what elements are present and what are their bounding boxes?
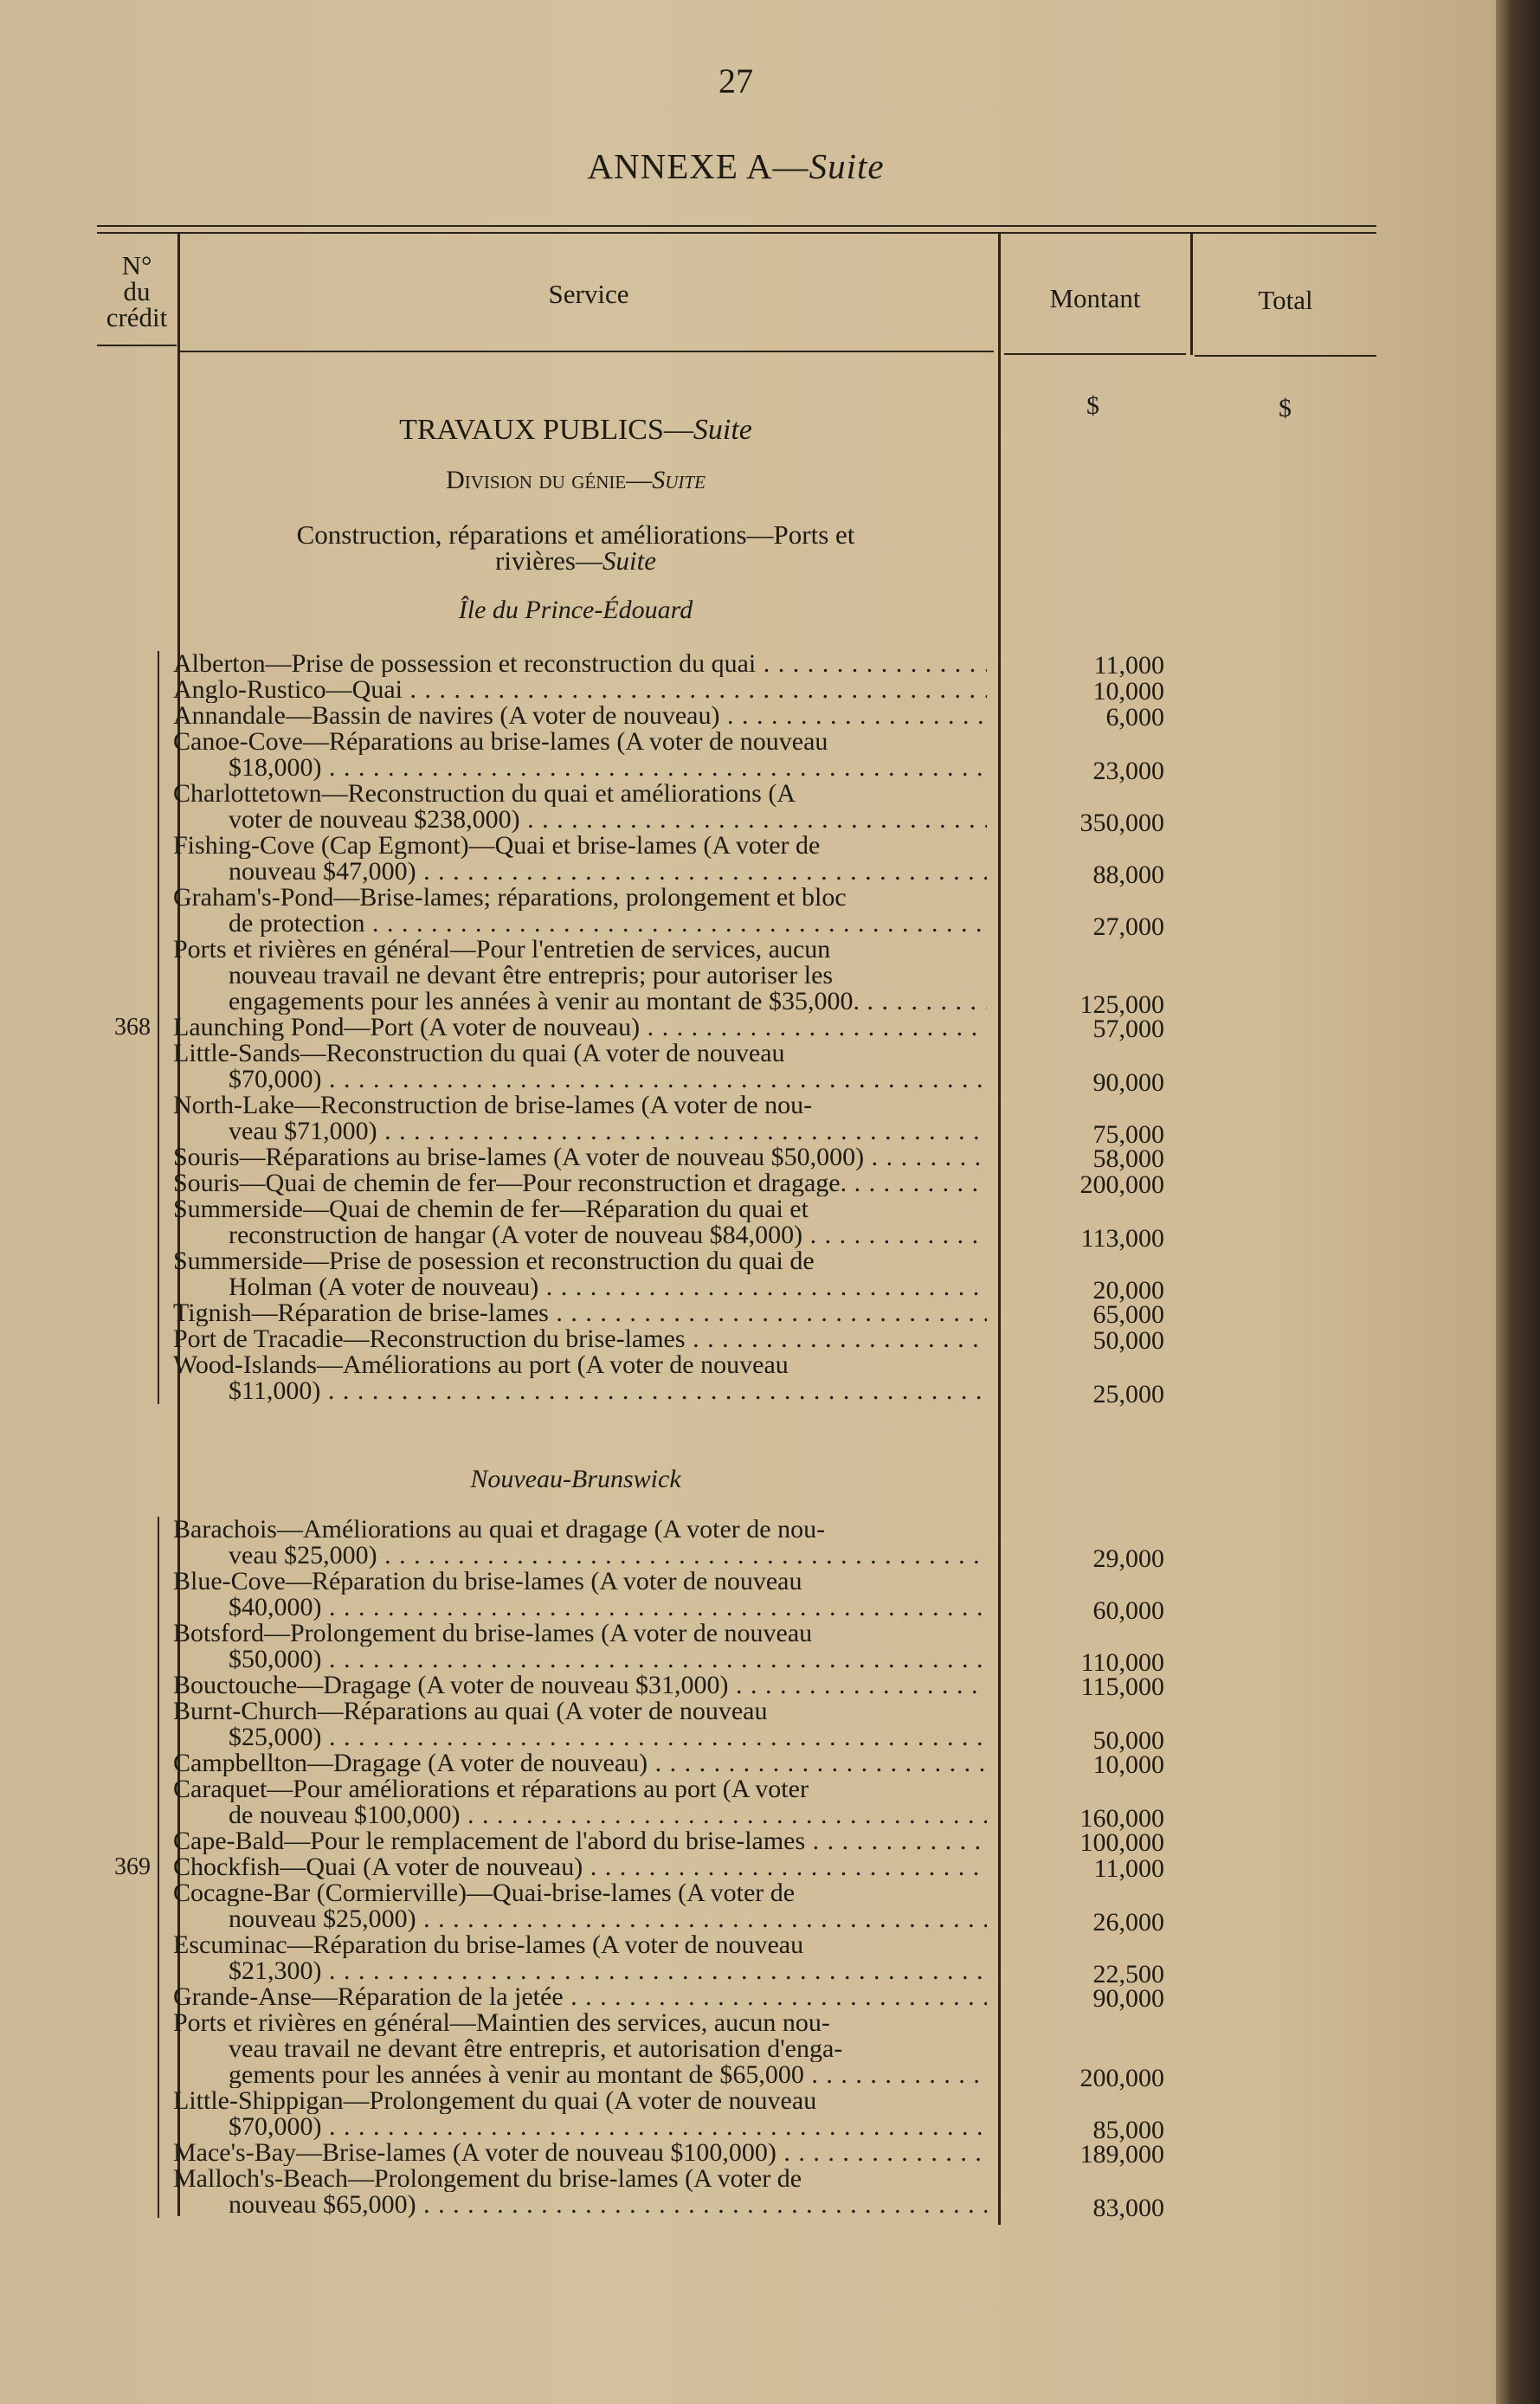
line-item-text: $11,000) . . . <box>173 1378 987 1404</box>
line-item-text: $40,000) . . . <box>173 1595 987 1621</box>
line-item-text: Ports et rivières en général—Maintien des services, aucun nou- <box>173 2010 830 2036</box>
line-item-amount: 125,000 <box>1079 990 1164 1019</box>
section-title: Île du Prince-Édouard <box>458 596 693 624</box>
division-heading: Division du génie—Suite <box>446 466 706 494</box>
column-divider-service <box>998 234 1001 2225</box>
line-item <box>173 937 987 1015</box>
page-number: 27 <box>718 61 753 100</box>
line-item-text: Summerside—Prise de posession et reconstruction du quai de <box>173 1248 815 1274</box>
line-item <box>173 1170 987 1196</box>
line-item-amount: 10,000 <box>1092 1750 1164 1779</box>
line-item-text: Little-Sands—Reconstruction du quai (A voter de nouveau <box>173 1041 785 1067</box>
amount-currency: $ <box>1086 391 1099 420</box>
line-item-amount: 29,000 <box>1092 1544 1164 1573</box>
credit-number: 369 <box>114 1853 151 1880</box>
line-item-text: veau travail ne devant être entrepris, et autorisation d'enga- <box>229 2036 843 2062</box>
line-item <box>173 1698 987 1750</box>
line-item-amount: 11,000 <box>1093 1854 1164 1883</box>
top-rule <box>97 225 1376 227</box>
line-item-text: $50,000) . . . <box>173 1647 987 1672</box>
line-item-text: Tignish—Réparation de brise-lames . . . <box>173 1300 987 1326</box>
line-item-text: Alberton—Prise de possession et reconstruction du quai . . . <box>173 651 987 677</box>
line-item-text: de protection . . . <box>173 911 987 937</box>
line-item <box>173 1854 987 1880</box>
annex-title: ANNEXE A—Suite <box>587 146 885 186</box>
line-item-text: Souris—Réparations au brise-lames (A voter de nouveau $50,000) . . . <box>173 1144 987 1170</box>
line-item <box>173 2088 987 2140</box>
line-item-text: Campbellton—Dragage (A voter de nouveau) . . . <box>173 1750 987 1776</box>
line-item-text: nouveau travail ne devant être entrepris; pour autoriser les <box>229 963 834 989</box>
construction-heading: Construction, réparations et améliorations—Ports et rivières—Suite <box>296 519 855 576</box>
line-item-text: $70,000) . . . <box>173 1067 987 1092</box>
line-item <box>173 729 987 781</box>
line-item-amount: 10,000 <box>1092 677 1164 706</box>
line-item-amount: 115,000 <box>1080 1672 1164 1701</box>
line-item <box>173 1326 987 1352</box>
line-item <box>173 2010 987 2088</box>
line-item-text: Canoe-Cove—Réparations au brise-lames (A voter de nouveau <box>173 729 828 755</box>
line-item-text: Little-Shippigan—Prolongement du quai (A voter de nouveau <box>173 2088 817 2114</box>
line-item-text: $18,000) . . . <box>173 755 987 781</box>
line-item-text: Cape-Bald—Pour le remplacement de l'abord du brise-lames . . . <box>173 1828 987 1854</box>
line-item-amount: 83,000 <box>1092 2194 1164 2222</box>
line-item-text: Annandale—Bassin de navires (A voter de nouveau) . . . <box>173 703 987 729</box>
line-item <box>173 1932 987 1984</box>
line-item-amount: 20,000 <box>1092 1276 1164 1305</box>
column-divider-amount <box>1190 234 1193 355</box>
line-item-text: veau $25,000) . . . <box>173 1543 987 1569</box>
line-item <box>173 677 987 703</box>
service-column-header: Service <box>548 279 629 309</box>
line-item <box>173 2140 987 2166</box>
line-item-text: Bouctouche—Dragage (A voter de nouveau $31,000) . . . <box>173 1672 987 1698</box>
line-item-text: Barachois—Améliorations au quai et dragage (A voter de nou- <box>173 1517 826 1543</box>
line-item-amount: 85,000 <box>1092 2116 1164 2144</box>
line-item-text: engagements pour les années à venir au montant de $35,000. . . . <box>173 989 987 1015</box>
line-item <box>173 1984 987 2010</box>
line-item-amount: 25,000 <box>1092 1380 1164 1408</box>
line-item-text: nouveau $65,000) . . . <box>173 2192 987 2218</box>
line-item-amount: 189,000 <box>1079 2140 1164 2169</box>
book-spine-edge <box>1496 0 1540 2404</box>
line-item-text: Charlottetown—Reconstruction du quai et améliorations (A <box>173 781 796 807</box>
total-currency: $ <box>1279 394 1292 422</box>
line-item <box>173 1300 987 1326</box>
line-item-amount: 22,500 <box>1092 1960 1164 1988</box>
line-item-amount: 75,000 <box>1092 1120 1164 1149</box>
line-item-amount: 113,000 <box>1080 1224 1164 1253</box>
line-item-text: nouveau $25,000) . . . <box>173 1906 987 1932</box>
line-item-text: reconstruction de hangar (A voter de nouveau $84,000) . . . <box>173 1222 987 1248</box>
line-item <box>173 1672 987 1698</box>
line-item-text: Launching Pond—Port (A voter de nouveau) . . . <box>173 1015 987 1041</box>
header-rule-service <box>180 351 994 352</box>
line-item-text: Blue-Cove—Réparation du brise-lames (A voter de nouveau <box>173 1569 802 1595</box>
line-item-amount: 90,000 <box>1092 1984 1164 2013</box>
line-item-text: Fishing-Cove (Cap Egmont)—Quai et brise-lames (A voter de <box>173 833 821 859</box>
header-rule-total <box>1195 355 1376 357</box>
line-item <box>173 1621 987 1672</box>
line-item <box>173 885 987 937</box>
line-item-text: $25,000) . . . <box>173 1724 987 1750</box>
line-item-text: Grande-Anse—Réparation de la jetée . . . <box>173 1984 987 2010</box>
line-item <box>173 781 987 833</box>
line-item-text: Botsford—Prolongement du brise-lames (A voter de nouveau <box>173 1621 813 1647</box>
line-item-amount: 60,000 <box>1092 1596 1164 1625</box>
line-item <box>173 1248 987 1300</box>
line-item-amount: 200,000 <box>1079 2064 1164 2092</box>
line-item-text: Burnt-Church—Réparations au quai (A voter de nouveau <box>173 1698 768 1724</box>
credit-brace <box>158 651 164 1404</box>
line-item <box>173 1569 987 1621</box>
line-item-text: Souris—Quai de chemin de fer—Pour reconstruction et dragage. . . . <box>173 1170 987 1196</box>
line-item <box>173 1144 987 1170</box>
line-item-text: de nouveau $100,000) . . . <box>173 1802 987 1828</box>
department-heading: TRAVAUX PUBLICS—Suite <box>399 414 752 446</box>
top-rule-double <box>97 232 1376 234</box>
credit-column-header: N° du crédit <box>106 250 168 332</box>
line-item-amount: 57,000 <box>1092 1015 1164 1043</box>
line-item <box>173 833 987 885</box>
line-item <box>173 703 987 729</box>
line-item-amount: 50,000 <box>1092 1326 1164 1355</box>
line-item-amount: 6,000 <box>1105 703 1164 732</box>
line-item <box>173 1880 987 1932</box>
line-item-text: Holman (A voter de nouveau) . . . <box>173 1274 987 1300</box>
amount-column-header: Montant <box>1049 283 1141 313</box>
line-item-text: Summerside—Quai de chemin de fer—Réparation du quai et <box>173 1196 809 1222</box>
line-item-text: gements pour les années à venir au montant de $65,000 . . . <box>173 2062 987 2088</box>
header-rule-amount <box>1004 353 1186 355</box>
line-item <box>173 651 987 677</box>
line-item <box>173 1750 987 1776</box>
line-item <box>173 1352 987 1404</box>
line-item-text: Port de Tracadie—Reconstruction du brise-lames . . . <box>173 1326 987 1352</box>
line-item-text: North-Lake—Reconstruction de brise-lames (A voter de nou- <box>173 1092 813 1118</box>
line-item <box>173 1196 987 1248</box>
credit-brace <box>158 1517 164 2218</box>
line-item-text: Escuminac—Réparation du brise-lames (A voter de nouveau <box>173 1932 804 1958</box>
line-item-amount: 350,000 <box>1079 809 1164 837</box>
line-item-text: $70,000) . . . <box>173 2114 987 2140</box>
line-item <box>173 2166 987 2218</box>
line-item <box>173 1041 987 1092</box>
line-item-text: $21,300) . . . <box>173 1958 987 1984</box>
line-item <box>173 1776 987 1828</box>
line-item-text: Chockfish—Quai (A voter de nouveau) . . . <box>173 1854 987 1880</box>
line-item-amount: 23,000 <box>1092 757 1164 785</box>
line-item-amount: 11,000 <box>1093 651 1164 680</box>
line-item <box>173 1828 987 1854</box>
line-item-text: Caraquet—Pour améliorations et réparations au port (A voter <box>173 1776 809 1802</box>
line-item-text: Cocagne-Bar (Cormierville)—Quai-brise-lames (A voter de <box>173 1880 796 1906</box>
line-item-amount: 200,000 <box>1079 1170 1164 1199</box>
total-column-header: Total <box>1258 285 1313 315</box>
line-item-text: Malloch's-Beach—Prolongement du brise-lames (A voter de <box>173 2166 802 2192</box>
line-item-amount: 110,000 <box>1080 1648 1164 1677</box>
credit-number: 368 <box>114 1014 151 1041</box>
line-item <box>173 1092 987 1144</box>
line-item-text: voter de nouveau $238,000) . . . <box>173 807 987 833</box>
line-item-text: Ports et rivières en général—Pour l'entretien de services, aucun <box>173 937 831 963</box>
line-item-text: veau $71,000) . . . <box>173 1118 987 1144</box>
line-item-amount: 27,000 <box>1092 912 1164 941</box>
line-item-amount: 160,000 <box>1079 1804 1164 1833</box>
line-item-text: Mace's-Bay—Brise-lames (A voter de nouveau $100,000) . . . <box>173 2140 987 2166</box>
line-item-amount: 58,000 <box>1092 1144 1164 1173</box>
line-item-amount: 65,000 <box>1092 1300 1164 1329</box>
line-item-text: Anglo-Rustico—Quai . . . <box>173 677 987 703</box>
line-item-amount: 26,000 <box>1092 1908 1164 1937</box>
line-item-text: Graham's-Pond—Brise-lames; réparations, prolongement et bloc <box>173 885 847 911</box>
line-item <box>173 1517 987 1569</box>
line-item-amount: 88,000 <box>1092 860 1164 889</box>
line-item-amount: 100,000 <box>1079 1828 1164 1857</box>
line-item-amount: 90,000 <box>1092 1068 1164 1097</box>
line-item-text: nouveau $47,000) . . . <box>173 859 987 885</box>
section-title: Nouveau-Brunswick <box>470 1465 681 1493</box>
line-item <box>173 1015 987 1041</box>
line-item-amount: 50,000 <box>1092 1726 1164 1755</box>
header-rule-credit <box>97 345 177 346</box>
line-item-text: Wood-Islands—Améliorations au port (A voter de nouveau <box>173 1352 789 1378</box>
